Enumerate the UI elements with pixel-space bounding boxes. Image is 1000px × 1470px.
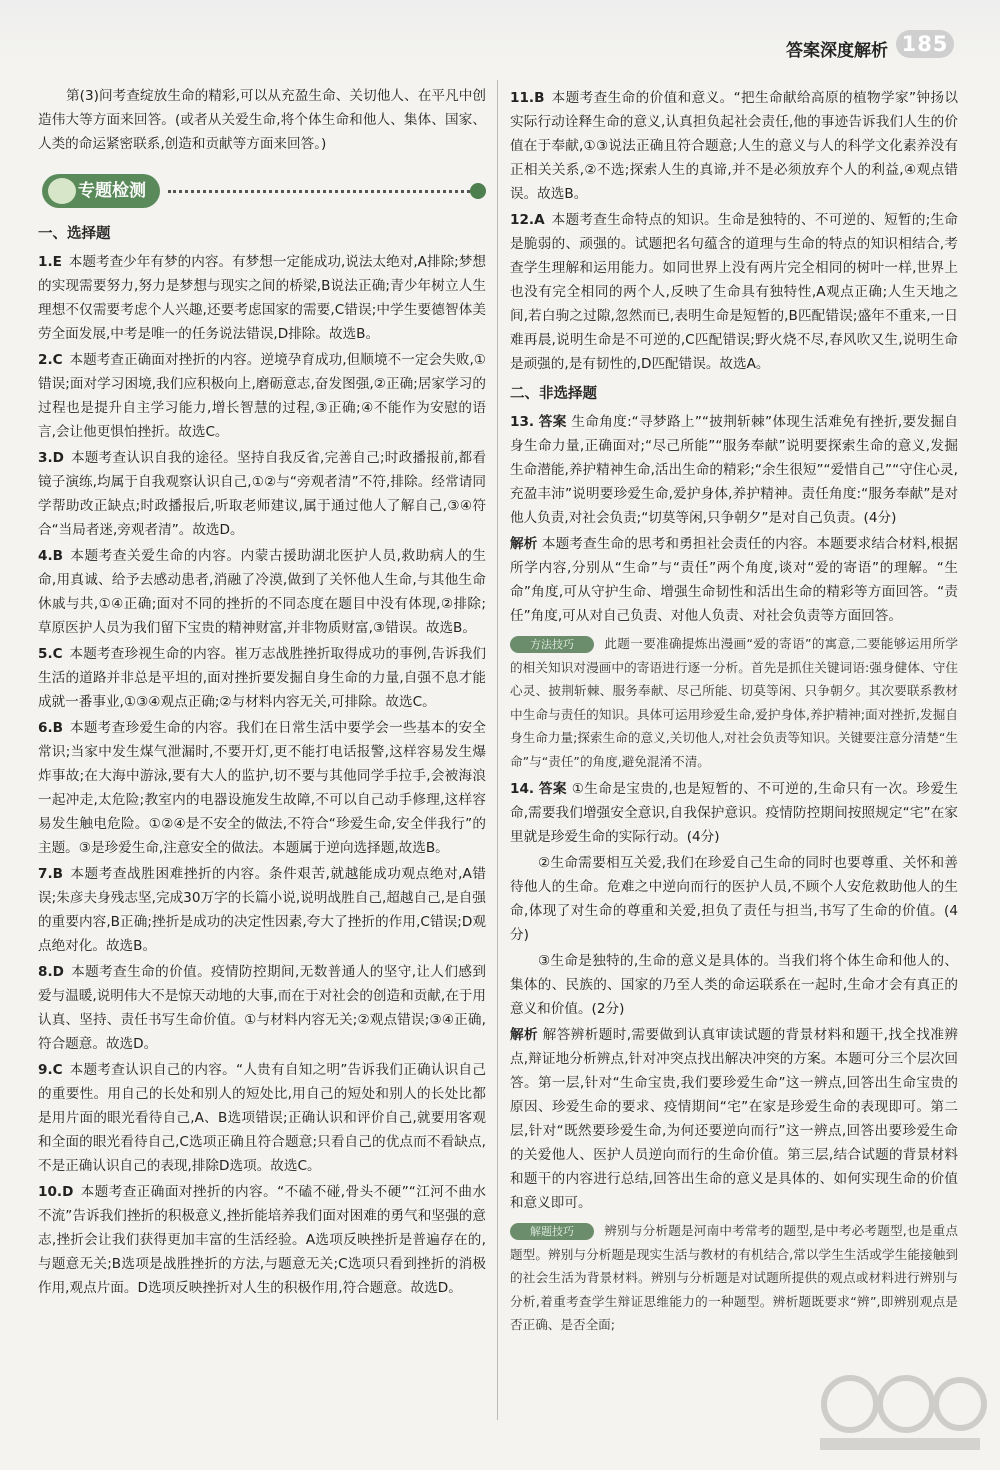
choice-item — [38, 716, 486, 860]
q14-analysis — [510, 1023, 958, 1215]
choice-explanation: 本题考查珍视生命的内容。崔万志战胜挫折取得成功的事例,告诉我们生活的道路并非总是平坦的,面对挫折要发掘自身生命的力量,自强不息才能成就一番事业,①③④观点正确;②与材料内容无关,可排除。故选C。 — [38, 646, 486, 710]
choice-explanation: 本题考查生命特点的知识。生命是独特的、不可逆的、短暂的;生命是脆弱的、顽强的。试题把名句蕴含的道理与生命的特点的知识相结合,考查学生理解和运用能力。如同世界上没有两片完全相同的树叶一样,世界上也没有完全相同的两个人,反映了生命具有独特性,A观点正确;人生天地之间,若白驹之过隙,忽然而已,表明生命是短暂的,B匹配错误;盛年不重来,一日难再晨,说明生命是不可逆的,C匹配错误;野火烧不尽,春风吹又生,说明生命是顽强的,是有韧性的,D匹配错误。故选A。 — [510, 212, 958, 372]
choice-explanation: 本题考查认识自我的途径。坚持自我反省,完善自己;时政播报前,都看镜子演练,均属于自我观察认识自己,①②与“旁观者清”不符,排除。经常请同学帮助改正缺点;时政播报后,听取老师建议,属于通过他人了解自己,③④符合“当局者迷,旁观者清”。故选D。 — [38, 450, 486, 538]
choice-number: 8.D — [38, 964, 64, 980]
q13-tip-text: 此题一要准确提炼出漫画“爱的寄语”的寓意,二要能够运用所学的相关知识对漫画中的寄语进行逐一分析。首先是抓住关键词语:强身健体、守住心灵、披荆斩棘、服务奉献、尽己所能、切莫等闲、只争朝夕。其次要联系教材中生命与责任的知识。具体可运用珍爱生命,爱护身体,养护精神;面对挫折,发掘自身生命力量;探索生命的意义,关切他人,对社会负责等知识。关键要注意分清楚“生命”与“责任”的角度,避免混淆不清。 — [510, 636, 958, 769]
choice-number: 4.B — [38, 548, 63, 564]
section-badge — [42, 174, 160, 208]
choice-number: 5.C — [38, 646, 63, 662]
q13-answer-text: 生命角度:“寻梦路上”“披荆斩棘”体现生活难免有挫折,要发掘自身生命力量,正确面对;“尽己所能”“服务奉献”说明要探索生命的意义,发掘生命潜能,养护精神生命,活出生命的精彩;“余生很短”“爱惜自己”“守住心灵,充盈丰沛”说明要珍爱生命,爱护身体,养护精神。责任角度:“服务奉献”是对他人负责,对社会负责;“切莫等闲,只争朝夕”是对自己负责。(4分) — [510, 414, 958, 526]
q14-analysis-label: 解析 — [510, 1027, 539, 1043]
q13-answer — [510, 410, 958, 530]
choice-number: 1.E — [38, 254, 62, 270]
choice-number: 9.C — [38, 1062, 63, 1078]
section-badge-label: 专题检测 — [78, 181, 146, 201]
q14-answer-p3: ③生命是独特的,生命的意义是具体的。当我们将个体生命和他人的、集体的、民族的、国家的乃至人类的命运联系在一起时,生命才会有真正的意义和价值。(2分) — [510, 953, 958, 1017]
choice-item — [510, 208, 958, 376]
q14-answer-label: 答案 — [538, 781, 567, 797]
section-banner — [38, 170, 486, 216]
section-title-open: 二、非选择题 — [510, 386, 597, 402]
q13-analysis — [510, 532, 958, 628]
choice-explanation: 本题考查正确面对挫折的内容。逆境孕育成功,但顺境不一定会失败,①错误;面对学习困境,我们应积极向上,磨砺意志,奋发图强,②正确;居家学习的过程也是提升自主学习能力,增长智慧的过程,③正确;④不能作为安慰的语言,会让他更惧怕挫折。故选C。 — [38, 352, 486, 440]
choice-number: 12.A — [510, 212, 545, 228]
choice-number: 10.D — [38, 1184, 74, 1200]
rule-end-dot-icon — [470, 183, 486, 199]
choice-list-left — [38, 250, 486, 1300]
dragon-icon — [48, 178, 76, 204]
header-title: 答案深度解析 — [786, 41, 888, 61]
intro-paragraph: 第(3)问考查绽放生命的精彩,可以从充盈生命、关切他人、在平凡中创造伟大等方面来回答。(或者从关爱生命,将个体生命和他人、集体、国家、人类的命运紧密联系,创造和贡献等方面来回答。) — [38, 88, 486, 152]
q14-answer — [510, 777, 958, 849]
choice-explanation: 本题考查生命的价值和意义。“把生命献给高原的植物学家”钟扬以实际行动诠释生命的意义,认真担负起社会责任,他的事迹告诉我们人生的价值在于奉献,①③说法正确且符合题意;人生的意义与人的科学文化素养没有正相关关系,②不选;探索人生的真谛,并不是必须放弃个人的利益,④观点错误。故选B。 — [510, 90, 958, 202]
choice-list-right — [510, 86, 958, 376]
q13-tip — [510, 632, 958, 773]
choice-explanation: 本题考查认识自己的内容。“人贵有自知之明”告诉我们正确认识自己的重要性。用自己的长处和别人的短处比,用自己的短处和别人的长处比都是用片面的眼光看待自己,A、B选项错误;正确认识和评价自己,就要用客观和全面的眼光看待自己,C选项正确且符合题意;只看自己的优点而不看缺点,不是正确认识自己的表现,排除D选项。故选C。 — [38, 1062, 486, 1174]
choice-item — [38, 1058, 486, 1178]
q13-answer-label: 答案 — [538, 414, 567, 430]
choice-item — [38, 446, 486, 542]
column-divider — [497, 80, 498, 1420]
right-column — [510, 86, 958, 1341]
q14-number: 14. — [510, 781, 535, 797]
q14-answer-p2: ②生命需要相互关爱,我们在珍爱自己生命的同时也要尊重、关怀和善待他人的生命。危难之中逆向而行的医护人员,不顾个人安危救助他人的生命,体现了对生命的尊重和关爱,担负了责任与担当,书写了生命的价值。(4分) — [510, 855, 958, 943]
choice-item — [510, 86, 958, 206]
choice-explanation: 本题考查珍爱生命的内容。我们在日常生活中要学会一些基本的安全常识;当家中发生煤气泄漏时,不要开灯,更不能打电话报警,这样容易发生爆炸事故;在大海中游泳,要有大人的监护,切不要与其他同学手拉手,会被海浪一起冲走,太危险;教室内的电器设施发生故障,不可以自己动手修理,这样容易发生触电危险。①②④是不安全的做法,不符合“珍爱生命,安全伴我行”的主题。③是珍爱生命,注意安全的做法。本题属于逆向选择题,故选B。 — [38, 720, 486, 856]
watermark-logo-icon — [810, 1368, 990, 1456]
q14-tip — [510, 1219, 958, 1337]
choice-item — [38, 250, 486, 346]
left-column — [38, 84, 486, 1302]
q13-tip-label: 方法技巧 — [510, 636, 594, 653]
choice-item — [38, 1180, 486, 1300]
choice-number: 2.C — [38, 352, 63, 368]
choice-item — [38, 862, 486, 958]
q14-tip-text: 辨别与分析题是河南中考常考的题型,是中考必考题型,也是重点题型。辨别与分析题是现实生活与教材的有机结合,常以学生生活或学生能接触到的社会生活为背景材料。辨别与分析题是对试题所提供的观点或材料进行辨别与分析,着重考查学生辩证思维能力的一种题型。辨析题既要求“辨”,即辨别观点是否正确、是否全面; — [510, 1223, 958, 1332]
q13-analysis-label: 解析 — [510, 536, 538, 552]
choice-item — [38, 960, 486, 1056]
q14-analysis-text: 解答辨析题时,需要做到认真审读试题的背景材料和题干,找全找准辨点,辩证地分析辨点,针对冲突点找出解决冲突的方案。本题可分三个层次回答。第一层,针对“生命宝贵,我们要珍爱生命”这一辨点,回答出生命宝贵的原因、珍爱生命的要求、疫情期间“宅”在家是珍爱生命的表现即可。第二层,针对“既然要珍爱生命,为何还要逆向而行”这一辨点,回答出要珍爱生命的关爱他人、医护人员逆向而行的生命价值。第三层,结合试题的背景材料和题干的内容进行总结,回答出生命的意义是具体的、如何实现生命的价值和意义即可。 — [510, 1027, 958, 1211]
page-header — [0, 0, 1000, 60]
q14-tip-label: 解题技巧 — [510, 1223, 594, 1240]
page-number: 185 — [896, 30, 954, 58]
choice-item — [38, 642, 486, 714]
q13-analysis-text: 本题考查生命的思考和勇担社会责任的内容。本题要求结合材料,根据所学内容,分别从“生命”与“责任”两个角度,谈对“爱的寄语”的理解。“生命”角度,可从守护生命、增强生命韧性和活出生命的精彩等方面回答。“责任”角度,可从对自己负责、对他人负责、对社会负责等方面回答。 — [510, 536, 958, 624]
choice-explanation: 本题考查关爱生命的内容。内蒙古援助湖北医护人员,救助病人的生命,用真诚、给予去感动患者,消融了冷漠,做到了关怀他人生命,与其他生命休戚与共,①④正确;面对不同的挫折的不同态度在题目中没有体现,②排除;草原医护人员为我们留下宝贵的精神财富,并非物质财富,③错误。故选B。 — [38, 548, 486, 636]
choice-item — [38, 348, 486, 444]
choice-number: 6.B — [38, 720, 63, 736]
q13-number: 13. — [510, 414, 535, 430]
section-title-choice: 一、选择题 — [38, 226, 111, 242]
choice-number: 11.B — [510, 90, 545, 106]
choice-number: 3.D — [38, 450, 64, 466]
dotted-rule — [168, 190, 470, 193]
choice-explanation: 本题考查生命的价值。疫情防控期间,无数普通人的坚守,让人们感到爱与温暖,说明伟大不是惊天动地的大事,而在于对社会的创造和贡献,在于用认真、坚持、责任书写生命价值。①与材料内容无关;②观点错误;③④正确,符合题意。故选D。 — [38, 964, 486, 1052]
choice-explanation: 本题考查少年有梦的内容。有梦想一定能成功,说法太绝对,A排除;梦想的实现需要努力,努力是梦想与现实之间的桥梁,B说法正确;青少年树立人生理想不仅需要考虑个人兴趣,还要考虑国家的需要,C错误;中学生要德智体美劳全面发展,中考是唯一的任务说法错误,D排除。故选B。 — [38, 254, 486, 342]
choice-explanation: 本题考查正确面对挫折的内容。“不磕不碰,骨头不硬”“江河不曲水不流”告诉我们挫折的积极意义,挫折能培养我们面对困难的勇气和坚强的意志,挫折会让我们获得更加丰富的生活经验。A选项反映挫折是普遍存在的,与题意无关;B选项是战胜挫折的方法,与题意无关;C选项只看到挫折的消极作用,观点片面。D选项反映挫折对人生的积极作用,符合题意。故选D。 — [38, 1184, 486, 1296]
choice-explanation: 本题考查战胜困难挫折的内容。条件艰苦,就越能成功观点绝对,A错误;朱彦夫身残志坚,完成30万字的长篇小说,说明战胜自己,超越自己,是自强的重要内容,B正确;挫折是成功的决定性因素,夸大了挫折的作用,C错误;D观点绝对化。故选B。 — [38, 866, 486, 954]
choice-number: 7.B — [38, 866, 63, 882]
choice-item — [38, 544, 486, 640]
q14-answer-p1: ①生命是宝贵的,也是短暂的、不可逆的,生命只有一次。珍爱生命,需要我们增强安全意识,自我保护意识。疫情防控期间按照规定“宅”在家里就是珍爱生命的实际行动。(4分) — [510, 781, 959, 845]
